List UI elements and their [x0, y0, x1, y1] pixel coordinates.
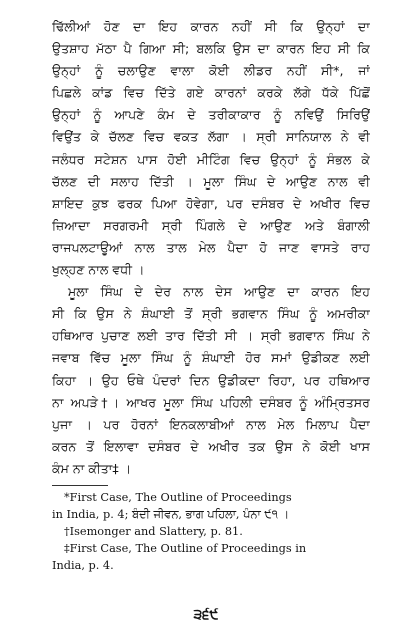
- page-number: ੩੬੯: [193, 607, 219, 623]
- body-line: ਜਲੰਧਰ ਸਟੇਸ਼ਨ ਪਾਸ ਹੋਈ ਮੀਟਿੰਗ ਵਿਚ ਉਨ੍ਹਾਂ ਨੂੰ ਸੰਭਲ ਕੇ: [52, 151, 370, 167]
- paragraph-start-line: ਮੂਲਾ ਸਿੰਘ ਦੇ ਦੇਰ ਨਾਲ ਦੇਸ ਆਉਣ ਦਾ ਕਾਰਨ ਇਹ: [68, 284, 370, 300]
- body-line: ਚੱਲਣ ਦੀ ਸਲਾਹ ਦਿੱਤੀ । ਮੂਲਾ ਸਿੰਘ ਦੇ ਆਉਣ ਨਾਲ ਵੀ: [52, 173, 370, 189]
- body-line: ਨਾ ਅਪੜੇ†। ਆਖਰ ਮੂਲਾ ਸਿੰਘ ਪਹਿਲੀ ਦਸੰਬਰ ਨੂੰ ਅੰਮ੍ਰਿਤਸਰ: [52, 394, 370, 410]
- body-line: ਢਿੱਲੀਆਂ ਹੋਣ ਦਾ ਇਹ ਕਾਰਨ ਨਹੀਂ ਸੀ ਕਿ ਉਨ੍ਹਾਂ ਦਾ: [52, 19, 370, 34]
- footnotes: [52, 489, 370, 574]
- body-line: ਉਤਸ਼ਾਹ ਮੱਠਾ ਪੈ ਗਿਆ ਸੀ; ਬਲਕਿ ਉਸ ਦਾ ਕਾਰਨ ਇਹ ਸੀ ਕਿ: [52, 41, 370, 57]
- body-line: ਕਿਹਾ । ਉਹ ਓਥੇ ਪੰਦਰਾਂ ਦਿਨ ਉਡੀਕਦਾ ਰਿਹਾ, ਪਰ ਹਥਿਆਰ: [52, 372, 370, 388]
- body-line: ਕੰਮ ਨਾ ਕੀਤਾ‡ ।: [52, 460, 132, 476]
- body-line: ਪੁਜਾ । ਪਰ ਹੋਰਨਾਂ ਇਨਕਲਾਬੀਆਂ ਨਾਲ ਮੇਲ ਮਿਲਾਪ ਪੈਦਾ: [52, 416, 370, 432]
- footnote-line: India, p. 4.: [52, 559, 114, 572]
- body-line: ਹਥਿਆਰ ਪੁਚਾਣ ਲਈ ਤਾਰ ਦਿੱਤੀ ਸੀ । ਸ੍ਰੀ ਭਗਵਾਨ ਸਿੰਘ ਨੇ: [52, 328, 370, 344]
- footnote-line: †Isemonger and Slattery, p. 81.: [64, 525, 243, 538]
- body-line: ਜਵਾਬ ਵਿੱਚ ਮੂਲਾ ਸਿੰਘ ਨੂੰ ਸ਼ੰਘਾਈ ਹੋਰ ਸਮਾਂ ਉਡੀਕਣ ਲਈ: [52, 350, 370, 366]
- body-line: ਸੀ ਕਿ ਉਸ ਨੇ ਸ਼ੰਘਾਈ ਤੋਂ ਸ੍ਰੀ ਭਗਵਾਨ ਸਿੰਘ ਨੂੰ ਅਮਰੀਕਾ: [52, 306, 370, 322]
- body-line: ਉਨ੍ਹਾਂ ਨੂੰ ਚਲਾਉਣ ਵਾਲਾ ਕੋਈ ਲੀਡਰ ਨਹੀਂ ਸੀ*, ਜਾਂ: [52, 63, 370, 79]
- body-line: ਖੁਲ੍ਹਣ ਨਾਲ ਵਧੀ ।: [52, 262, 145, 278]
- footnote-line: *First Case, The Outline of Proceedings: [64, 491, 292, 504]
- body-line: ਉਨ੍ਹਾਂ ਨੂੰ ਆਪਣੇ ਕੰਮ ਦੇ ਤਰੀਕਾਕਾਰ ਨੂੰ ਨਵਿਉਂ ਸਿਰਿਉਂ: [52, 107, 370, 123]
- body-line: ਕਰਨ ਤੋਂ ਇਲਾਵਾ ਦਸੰਬਰ ਦੇ ਅਖੀਰ ਤਕ ਉਸ ਨੇ ਕੋਈ ਖਾਸ: [52, 438, 370, 454]
- footnote-line: ‡First Case, The Outline of Proceedings in: [64, 542, 307, 555]
- footnote-divider: [52, 485, 108, 486]
- body-line: ਰਾਜਪਲਟਾਊਆਂ ਨਾਲ ਤਾਲ ਮੇਲ ਪੈਦਾ ਹੋ ਜਾਣ ਵਾਸਤੇ ਰਾਹ: [52, 239, 370, 255]
- body-line: ਪਿਛਲੇ ਕਾਂਡ ਵਿਚ ਦਿੱਤੇ ਗਏ ਕਾਰਨਾਂ ਕਰਕੇ ਲੱਗੇ ਧੱਕੇ ਪਿੱਛੋਂ: [52, 85, 370, 101]
- body-line: ਜ਼ਿਆਦਾ ਸਰਗਰਮੀ ਸ੍ਰੀ ਪਿੰਗਲੇ ਦੇ ਆਉਣ ਅਤੇ ਬੰਗਾਲੀ: [52, 217, 370, 233]
- body-line: ਸ਼ਾਇਦ ਕੁਝ ਫਰਕ ਪਿਆ ਹੋਵੇਗਾ, ਪਰ ਦਸੰਬਰ ਦੇ ਅਖੀਰ ਵਿਚ: [52, 195, 370, 211]
- body-line: ਵਿਉਂਤ ਕੇ ਚੱਲਣ ਵਿਚ ਵਕਤ ਲੱਗਾ । ਸ੍ਰੀ ਸਾਨਿਯਾਲ ਨੇ ਵੀ: [52, 129, 370, 145]
- footnote-line: in India, p. 4; ਬੰਦੀ ਜੀਵਨ, ਭਾਗ ਪਹਿਲਾ, ਪੰਨਾ ੯੧ ।: [52, 508, 290, 521]
- body-text: [52, 16, 370, 480]
